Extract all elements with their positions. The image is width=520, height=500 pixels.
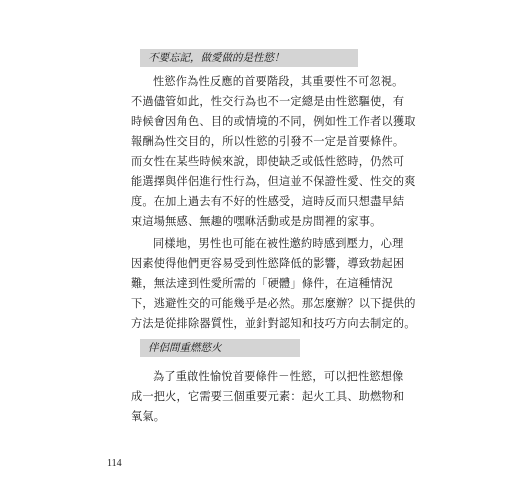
paragraph-desire-importance bbox=[131, 72, 416, 232]
text-line: 難，無法達到性愛所需的「硬體」條件，在這種情況 bbox=[131, 277, 393, 290]
section-heading-desire: 不要忘記，做愛做的是性慾！ bbox=[140, 49, 358, 67]
text-line: 因素使得他們更容易受到性慾降低的影響，導致勃起困 bbox=[131, 257, 405, 270]
text-line: 度。在加上過去有不好的性感受，這時反而只想盡早結 bbox=[131, 195, 405, 208]
paragraph-male-pressure bbox=[131, 234, 416, 334]
text-line: 能選擇與伴侶進行性行為，但這並不保證性愛、性交的爽 bbox=[131, 175, 416, 188]
text-line: 成一把火，它需要三個重要元素：起火工具、助燃物和 bbox=[131, 390, 405, 403]
text-line: 報酬為性交目的，所以性慾的引發不一定是首要條件。 bbox=[131, 135, 405, 148]
text-line: 氧氣。 bbox=[131, 410, 166, 423]
text-line: 為了重啟性愉悅首要條件－性慾，可以把性慾想像 bbox=[153, 370, 404, 383]
text-line: 時候會因角色、目的或情境的不同，例如性工作者以獲取 bbox=[131, 115, 416, 128]
text-line: 同樣地，男性也可能在被性邀約時感到壓力，心理 bbox=[153, 237, 404, 250]
text-line: 束這場無感、無趣的嘿咻活動或是房間裡的家事。 bbox=[131, 215, 382, 228]
text-line: 性慾作為性反應的首要階段，其重要性不可忽視。 bbox=[153, 75, 404, 88]
page-number: 114 bbox=[107, 458, 122, 469]
section-heading-rekindle: 伴侶間重燃慾火 bbox=[140, 339, 300, 357]
text-line: 下，逃避性交的可能幾乎是必然。那怎麼辦？以下提供的 bbox=[131, 297, 416, 310]
paragraph-fire-metaphor bbox=[131, 367, 405, 427]
text-line: 而女性在某些時候來說，即使缺乏或低性慾時，仍然可 bbox=[131, 155, 405, 168]
text-line: 方法是從排除器質性，並針對認知和技巧方向去制定的。 bbox=[131, 317, 416, 330]
text-line: 不過儘管如此，性交行為也不一定總是由性慾驅使，有 bbox=[131, 95, 405, 108]
